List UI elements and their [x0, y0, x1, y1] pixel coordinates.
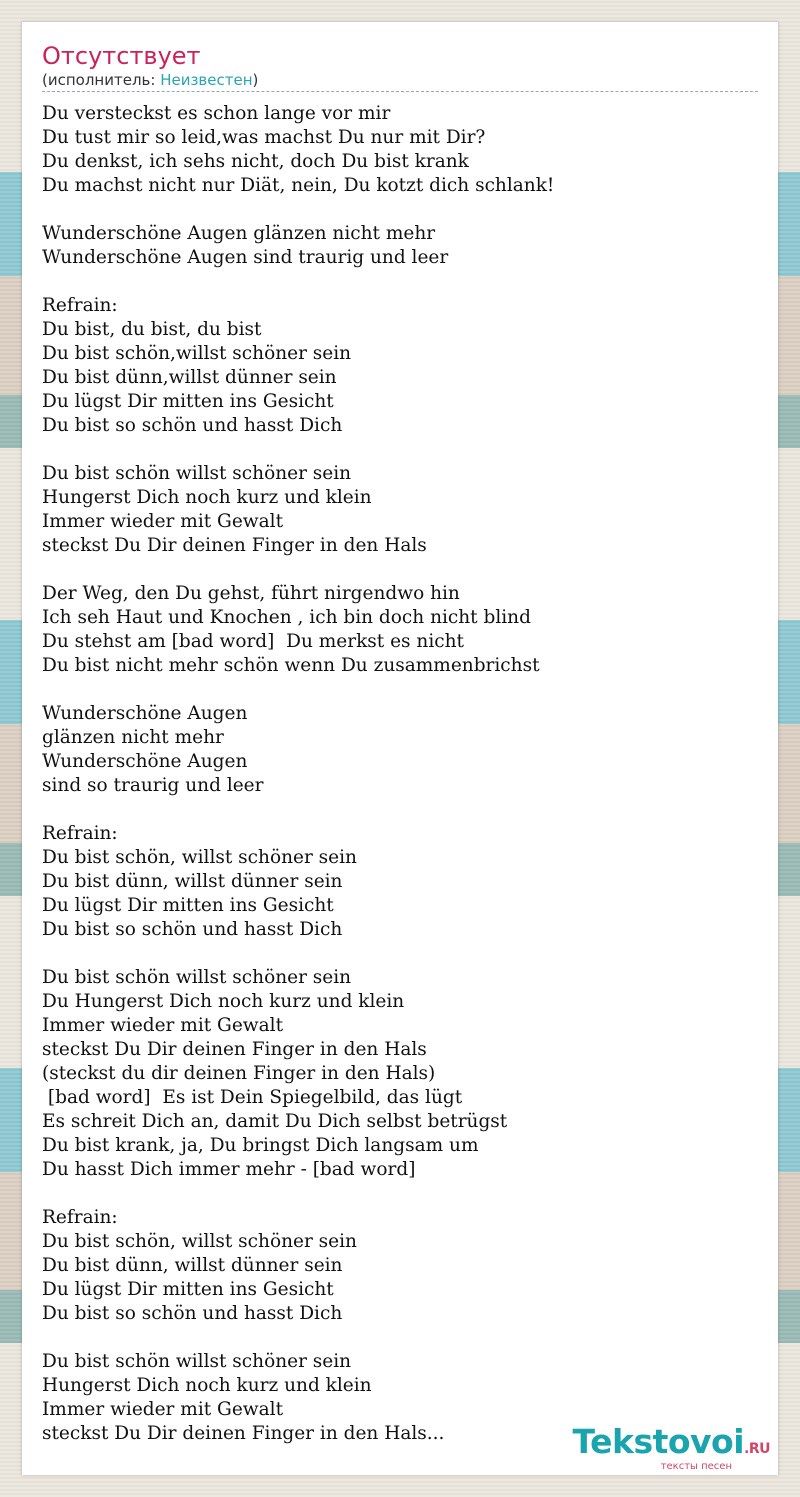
- lyrics-line: Wunderschöne Augen: [42, 751, 248, 772]
- lyrics-line: Du bist schön willst schöner sein: [42, 967, 352, 988]
- lyrics-line: Du bist schön,willst schöner sein: [42, 343, 352, 364]
- lyrics-line: Ich seh Haut und Knochen , ich bin doch nicht blind: [42, 607, 531, 628]
- lyrics-blank-line: [42, 270, 758, 294]
- lyrics-line: Du lügst Dir mitten ins Gesicht: [42, 391, 334, 412]
- lyrics-line: Du bist schön willst schöner sein: [42, 463, 352, 484]
- lyrics-line: Du lügst Dir mitten ins Gesicht: [42, 895, 334, 916]
- lyrics-blank-line: [42, 798, 758, 822]
- artist-prefix: (исполнитель:: [42, 71, 161, 89]
- lyrics-line: Wunderschöne Augen glänzen nicht mehr: [42, 223, 436, 244]
- lyrics-line: Du bist so schön und hasst Dich: [42, 1303, 343, 1324]
- lyrics-line: Es schreit Dich an, damit Du Dich selbst betrügst: [42, 1111, 508, 1132]
- lyrics-line: Du lügst Dir mitten ins Gesicht: [42, 1279, 334, 1300]
- lyrics-line: Du bist so schön und hasst Dich: [42, 919, 343, 940]
- lyrics-line: Du bist nicht mehr schön wenn Du zusammenbrichst: [42, 655, 540, 676]
- lyrics-line: Immer wieder mit Gewalt: [42, 1015, 283, 1036]
- lyrics-line: steckst Du Dir deinen Finger in den Hals...: [42, 1423, 445, 1444]
- lyrics-line: Hungerst Dich noch kurz und klein: [42, 1375, 372, 1396]
- song-title: Отсутствует: [42, 42, 201, 70]
- artist-suffix: ): [252, 71, 259, 89]
- lyrics-line: Du bist dünn, willst dünner sein: [42, 871, 343, 892]
- song-header: [42, 41, 758, 92]
- lyrics-line: Du bist dünn, willst dünner sein: [42, 1255, 343, 1276]
- lyrics-line: Du bist dünn,willst dünner sein: [42, 367, 337, 388]
- logo-name: Tekstovoi: [572, 1422, 745, 1461]
- lyrics-line: Du machst nicht nur Diät, nein, Du kotzt dich schlank!: [42, 175, 555, 196]
- lyrics-line: Refrain:: [42, 823, 118, 844]
- lyrics-line: Du bist schön willst schöner sein: [42, 1351, 352, 1372]
- lyrics-blank-line: [42, 1326, 758, 1350]
- lyrics-line: Du stehst am [bad word] Du merkst es nicht: [42, 631, 464, 652]
- lyrics-line: Du Hungerst Dich noch kurz und klein: [42, 991, 405, 1012]
- lyrics-line: Der Weg, den Du gehst, führt nirgendwo hin: [42, 583, 460, 604]
- lyrics-line: Wunderschöne Augen sind traurig und leer: [42, 247, 449, 268]
- lyrics-line: glänzen nicht mehr: [42, 727, 224, 748]
- lyrics-line: Du hasst Dich immer mehr - [bad word]: [42, 1159, 416, 1180]
- lyrics-line: Du bist, du bist, du bist: [42, 319, 262, 340]
- artist-line: [42, 71, 758, 89]
- site-logo[interactable]: [572, 1422, 770, 1473]
- lyrics-line: [bad word] Es ist Dein Spiegelbild, das lügt: [42, 1087, 463, 1108]
- lyrics-blank-line: [42, 558, 758, 582]
- lyrics-line: Du tust mir so leid,was machst Du nur mit Dir?: [42, 127, 486, 148]
- lyrics-line: Refrain:: [42, 1207, 118, 1228]
- lyrics-blank-line: [42, 198, 758, 222]
- lyrics-blank-line: [42, 678, 758, 702]
- logo-tld: .RU: [744, 1441, 770, 1457]
- lyrics-line: Wunderschöne Augen: [42, 703, 248, 724]
- artist-link[interactable]: Неизвестен: [160, 71, 253, 89]
- lyrics-blank-line: [42, 438, 758, 462]
- lyrics-line: steckst Du Dir deinen Finger in den Hals: [42, 535, 427, 556]
- lyrics-blank-line: [42, 1182, 758, 1206]
- lyrics-line: Du bist krank, ja, Du bringst Dich langsam um: [42, 1135, 479, 1156]
- lyrics-line: Du denkst, ich sehs nicht, doch Du bist krank: [42, 151, 469, 172]
- lyrics-card: [22, 22, 778, 1475]
- lyrics-line: steckst Du Dir deinen Finger in den Hals: [42, 1039, 427, 1060]
- lyrics-text: [42, 102, 758, 1446]
- lyrics-line: Refrain:: [42, 295, 118, 316]
- lyrics-line: Hungerst Dich noch kurz und klein: [42, 487, 372, 508]
- lyrics-line: (steckst du dir deinen Finger in den Hals): [42, 1063, 436, 1084]
- logo-wordmark: [572, 1422, 770, 1466]
- lyrics-line: Du bist so schön und hasst Dich: [42, 415, 343, 436]
- lyrics-line: Immer wieder mit Gewalt: [42, 1399, 283, 1420]
- lyrics-line: Immer wieder mit Gewalt: [42, 511, 283, 532]
- lyrics-blank-line: [42, 942, 758, 966]
- lyrics-line: Du versteckst es schon lange vor mir: [42, 103, 391, 124]
- lyrics-line: Du bist schön, willst schöner sein: [42, 847, 357, 868]
- lyrics-line: sind so traurig und leer: [42, 775, 264, 796]
- lyrics-line: Du bist schön, willst schöner sein: [42, 1231, 357, 1252]
- logo-tagline: тексты песен: [660, 1461, 732, 1472]
